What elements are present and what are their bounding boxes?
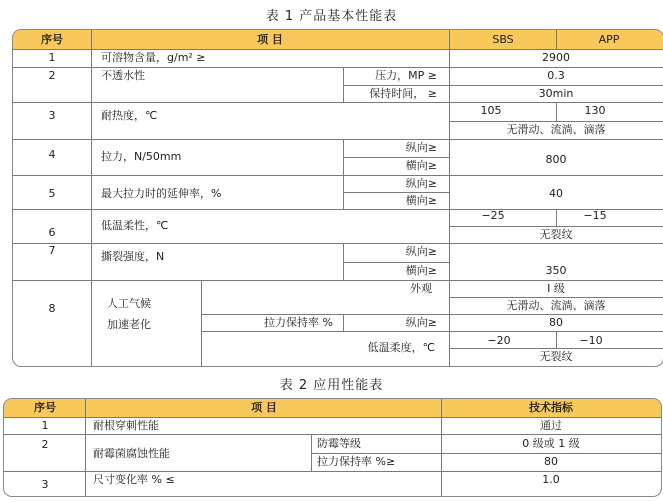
t2-row2-no: 2: [41, 438, 49, 451]
t2-header-no: 序号: [34, 401, 56, 414]
row1-item: 可溶物含量，g/m² ≥: [101, 51, 206, 64]
t2-row1-item: 耐根穿刺性能: [93, 419, 159, 432]
table1-title: 表 1 产品基本性能表: [265, 9, 398, 24]
row2-val2: 30min: [538, 87, 574, 100]
row8-tensile-dir: 纵向≥: [405, 316, 437, 329]
table2-title: 表 2 应用性能表: [279, 378, 384, 393]
header-sbs: SBS: [492, 33, 514, 46]
row7-no: 7: [48, 244, 56, 257]
row8-appearance-val1: I 级: [547, 282, 565, 295]
t2-header-spec: 技术指标: [529, 401, 573, 414]
row5-value: 40: [549, 187, 563, 200]
row6-value: 无裂纹: [539, 228, 573, 241]
row7-item: 撕裂强度，N: [101, 250, 165, 263]
table1: [12, 29, 663, 367]
row3-no: 3: [48, 109, 56, 122]
row4-no: 4: [48, 148, 56, 161]
row8-app: −10: [579, 334, 603, 347]
t2-row2-val1: 0 级或 1 级: [522, 437, 580, 450]
row4-value: 800: [545, 153, 567, 166]
row5-item: 最大拉力时的延伸率，%: [101, 187, 222, 200]
row8-sbs: −20: [487, 334, 511, 347]
row3-value: 无滑动、流淌、滴落: [506, 123, 606, 136]
row3-app: 130: [584, 104, 606, 117]
row1-no: 1: [48, 51, 56, 64]
row5-sub2: 横向≥: [405, 194, 437, 207]
table2: [3, 398, 662, 497]
t2-row3-no: 3: [41, 478, 49, 491]
row6-sbs: −25: [481, 209, 505, 222]
row2-sub2: 保持时间， ≥: [369, 87, 437, 100]
row4-sub2: 横向≥: [405, 159, 437, 172]
t2-row1-no: 1: [41, 419, 49, 432]
t2-row2-val2: 80: [544, 455, 558, 468]
row7-sub1: 纵向≥: [405, 245, 437, 258]
row8-tensile-val: 80: [549, 316, 563, 329]
header-item: 项 目: [257, 33, 283, 46]
t2-header-item: 项 目: [251, 401, 277, 414]
row8-no: 8: [48, 302, 56, 315]
row8-lowtemp-label: 低温柔度，℃: [367, 341, 435, 354]
row8-appearance-val2: 无滑动、流淌、滴落: [506, 299, 606, 312]
row5-sub1: 纵向≥: [405, 177, 437, 190]
row8-lowtemp-val: 无裂纹: [539, 350, 573, 363]
row8-tensile-label: 拉力保持率 %: [264, 316, 333, 329]
row7-sub2: 横向≥: [405, 264, 437, 277]
header-no: 序号: [41, 33, 63, 46]
row7-value: 350: [545, 264, 567, 277]
row2-val1: 0.3: [547, 69, 565, 82]
t2-row2-item: 耐霉菌腐蚀性能: [93, 447, 170, 460]
t2-row3-value: 1.0: [542, 473, 560, 486]
t2-row1-value: 通过: [540, 419, 562, 432]
row6-item: 低温柔性，℃: [101, 219, 169, 232]
row2-no: 2: [48, 69, 56, 82]
t2-row3-item: 尺寸变化率 % ≤: [93, 473, 175, 486]
row3-sbs: 105: [480, 104, 502, 117]
row6-app: −15: [583, 209, 607, 222]
row8-appearance-label: 外观: [410, 282, 432, 295]
row8-item-line1: 人工气候: [107, 297, 151, 310]
row1-value: 2900: [542, 51, 570, 64]
t2-row2-sub2: 拉力保持率 %≥: [317, 455, 396, 468]
row2-sub1: 压力，MP ≥: [375, 69, 437, 82]
row3-item: 耐热度，℃: [101, 109, 158, 122]
row5-no: 5: [48, 187, 56, 200]
row2-item: 不透水性: [101, 69, 145, 82]
row4-item: 拉力，N/50mm: [101, 150, 182, 163]
row8-item-line2: 加速老化: [107, 318, 151, 331]
header-app: APP: [598, 33, 620, 46]
row4-sub1: 纵向≥: [405, 141, 437, 154]
row6-no: 6: [48, 226, 56, 239]
t2-row2-sub1: 防霉等级: [317, 437, 361, 450]
